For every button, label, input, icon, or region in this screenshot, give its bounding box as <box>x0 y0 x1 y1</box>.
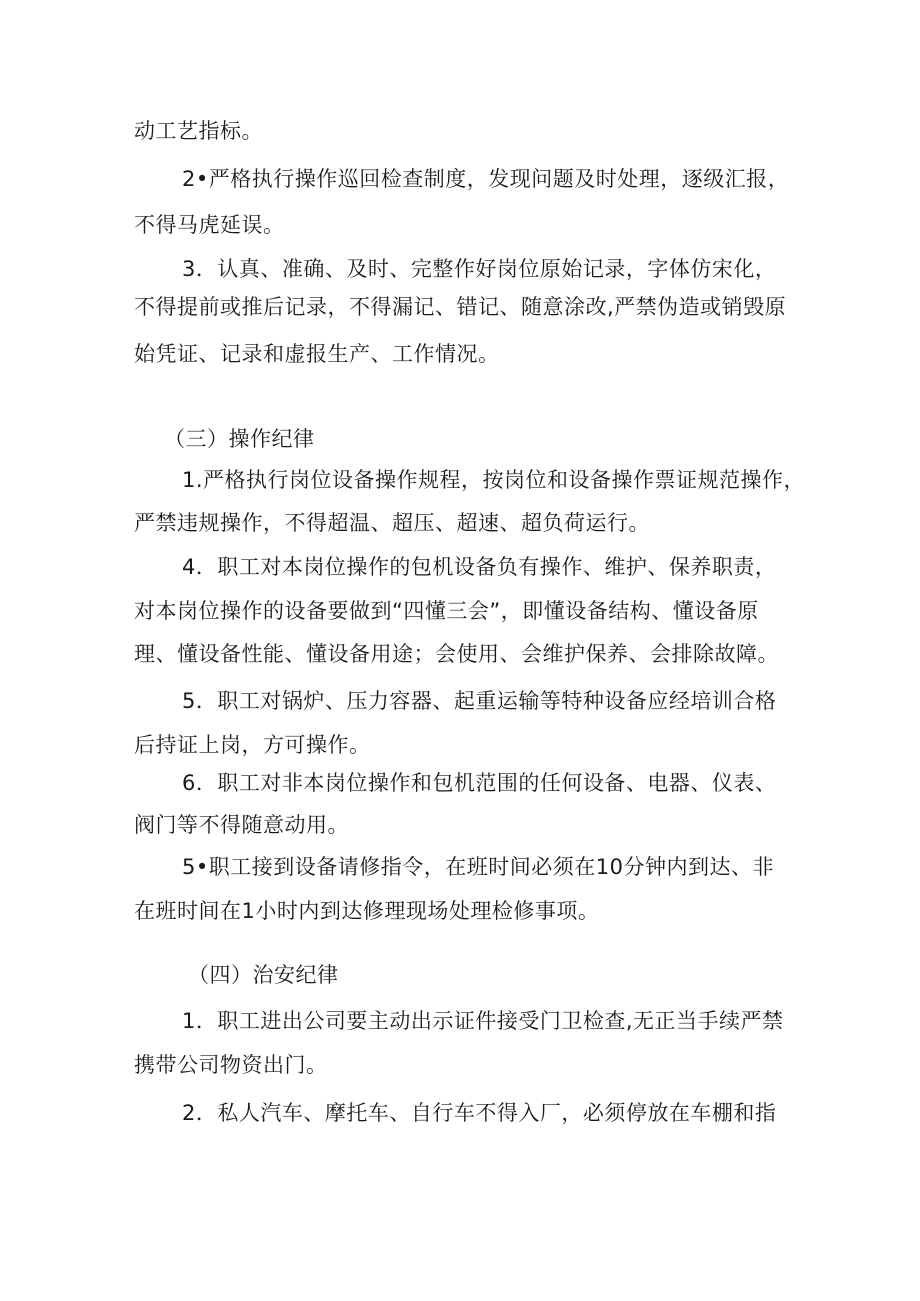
section-heading: （三）操作纪律 <box>164 427 315 451</box>
text-line: 6．职工对非本岗位操作和包机范围的任何设备、电器、仪表、 <box>182 771 777 795</box>
text-line: 1．职工进出公司要主动出示证件接受门卫检查,无正当手续严禁 <box>182 1009 784 1033</box>
text-line: 5•职工接到设备请修指令，在班时间必须在10分钟内到达、非 <box>182 855 774 879</box>
text-line: 阀门等不得随意动用。 <box>134 813 349 837</box>
text-line: 后持证上岗，方可操作。 <box>134 733 371 757</box>
text-line: 在班时间在1小时内到达修理现场处理检修事项。 <box>134 899 600 923</box>
text-line: 理、懂设备性能、懂设备用途；会使用、会维护保养、会排除故障。 <box>134 642 779 666</box>
text-line: 动工艺指标。 <box>134 119 263 143</box>
text-line: 2•严格执行操作巡回检查制度，发现问题及时处理，逐级汇报， <box>182 167 790 191</box>
text-line: 1.严格执行岗位设备操作规程，按岗位和设备操作票证规范操作， <box>182 468 806 492</box>
text-line: 4．职工对本岗位操作的包机设备负有操作、维护、保养职责， <box>182 555 777 579</box>
text-line: 对本岗位操作的设备要做到“四懂三会”，即懂设备结构、懂设备原 <box>134 599 759 623</box>
text-line: 不得提前或推后记录，不得漏记、错记、随意涂改,严禁伪造或销毁原 <box>134 295 787 319</box>
text-line: 不得马虎延误。 <box>134 213 285 237</box>
section-heading: （四）治安纪律 <box>188 963 339 987</box>
text-line: 2．私人汽车、摩托车、自行车不得入厂，必须停放在车棚和指 <box>182 1101 777 1125</box>
text-line: 5．职工对锅炉、压力容器、起重运输等特种设备应经培训合格 <box>182 689 777 713</box>
text-line: 严禁违规操作，不得超温、超压、超速、超负荷运行。 <box>134 511 650 535</box>
text-line: 3．认真、准确、及时、完整作好岗位原始记录，字体仿宋化， <box>182 257 777 281</box>
text-line: 始凭证、记录和虚报生产、工作情况。 <box>134 342 500 366</box>
text-line: 携带公司物资出门。 <box>134 1053 328 1077</box>
